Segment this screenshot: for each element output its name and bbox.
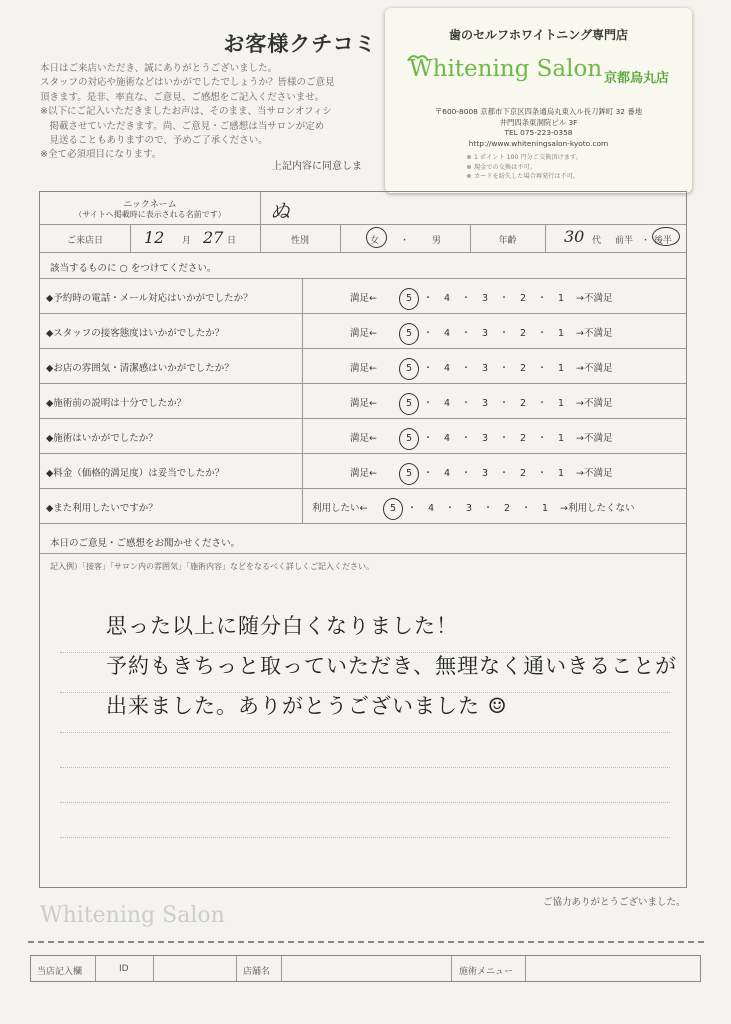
scale-left-label: 満足← [350,328,377,339]
card-subtitle: 歯のセルフホワイトニング専門店 [449,28,628,42]
thanks-text: ご協力ありがとうございました。 [543,897,686,908]
scale-dot: ・ [445,503,455,514]
bullet-icon [467,155,471,159]
rating-option-3[interactable]: 3 [481,468,489,479]
rating-scale [350,465,612,479]
selected-circle [399,323,419,345]
age-value[interactable]: 30 [564,227,585,246]
scale-right-label: →不満足 [576,398,613,409]
rating-option-4[interactable]: 4 [443,328,451,339]
scale-dot: ・ [537,328,547,339]
intro-line: 頂きます。是非、率直な、ご意見、ご感想をご記入くださいませ。 [40,91,324,103]
bullet-icon [467,165,471,169]
scale-dot: ・ [499,328,509,339]
scale-dot: ・ [537,398,547,409]
address-line: 井門四条東洞院ビル 3F [499,117,578,127]
rating-option-5[interactable]: 5 [398,328,420,339]
rating-option-2[interactable]: 2 [503,503,511,514]
address-line: http://www.whiteningsalon-kyoto.com [468,138,609,148]
scale-right-label: →不満足 [576,328,613,339]
scale-dot: ・ [461,398,471,409]
scale-dot: ・ [537,293,547,304]
note-item: カードを紛失した場合再発行は不可。 [467,172,582,182]
age-separator: ・ [641,236,651,246]
scale-dot: ・ [537,468,547,479]
scale-dot: ・ [423,363,433,374]
rating-scale [350,325,612,339]
scale-dot: ・ [537,433,547,444]
question-text: ◆施術はいかがでしたか？ [46,433,158,444]
scale-left-label: 満足← [350,433,377,444]
cut-line [28,941,704,943]
rating-option-5[interactable]: 5 [398,398,420,409]
scale-right-label: →利用したくない [560,503,635,514]
nickname-value[interactable]: ぬ [270,199,290,223]
rating-option-5[interactable]: 5 [398,363,420,374]
scale-dot: ・ [499,293,509,304]
gender-male[interactable]: 男 [432,236,442,246]
scale-dot: ・ [499,398,509,409]
gender-female[interactable]: 女 [370,236,380,246]
intro-line: スタッフの対応や施術などはいかがでしたでしょうか？皆様のご意見 [40,77,335,89]
intro-line: ※全て必須項目になります。 [40,149,162,161]
scale-right-label: →不満足 [576,468,613,479]
age-unit: 代 [592,236,602,246]
rating-option-1[interactable]: 1 [557,468,565,479]
scale-left-label: 利用したい← [312,503,368,514]
scale-dot: ・ [461,433,471,444]
comment-line[interactable]: 出来ました。ありがとうございました ☺ [106,694,508,718]
rating-option-1[interactable]: 1 [541,503,549,514]
intro-text [40,62,400,163]
rating-scale [350,360,612,374]
scale-dot: ・ [499,433,509,444]
nickname-label: ニックネーム [123,200,177,210]
rating-option-2[interactable]: 2 [519,468,527,479]
rating-option-3[interactable]: 3 [481,398,489,409]
rating-option-3[interactable]: 3 [481,433,489,444]
page-title: お客様クチコミ [223,32,377,56]
rating-option-4[interactable]: 4 [443,363,451,374]
review-form [39,191,687,888]
staff-id-label: ID [119,964,129,974]
age-early[interactable]: 前半 [615,236,634,246]
scale-dot: ・ [423,468,433,479]
address-line: TEL 075-223-0358 [504,128,573,138]
rating-option-5[interactable]: 5 [398,433,420,444]
bullet-icon [467,174,471,178]
intro-line: 本日はご来店いただき、誠にありがとうございました。 [40,63,278,74]
rating-option-1[interactable]: 1 [557,328,565,339]
selected-circle [399,358,419,380]
staff-use-box [30,955,701,982]
scale-dot: ・ [499,363,509,374]
rating-option-1[interactable]: 1 [557,293,565,304]
gender-label: 性別 [290,236,309,246]
card-logo: Whitening Salon [409,56,603,82]
rating-option-3[interactable]: 3 [481,293,489,304]
rating-option-1[interactable]: 1 [557,433,565,444]
rating-option-5[interactable]: 5 [382,503,404,514]
card-address [385,107,692,149]
rating-option-2[interactable]: 2 [519,328,527,339]
comment-header: 本日のご意見・ご感想をお聞かせください。 [50,538,241,549]
scale-dot: ・ [483,503,493,514]
selected-circle [399,288,419,310]
comment-line[interactable]: 予約もきちっと取っていただき、無理なく通いきることが [106,654,678,678]
staff-menu-label: 施術メニュー [459,967,514,977]
address-line: 〒600-8008 京都市下京区四条通烏丸東入ル長刀鉾町 32 番地 [434,107,643,116]
rating-option-3[interactable]: 3 [465,503,473,514]
scale-dot: ・ [461,293,471,304]
rating-option-2[interactable]: 2 [519,433,527,444]
card-branch: 京都烏丸店 [604,71,670,86]
question-text: ◆予約時の電話・メール対応はいかがでしたか？ [46,293,253,304]
rating-option-4[interactable]: 4 [443,468,451,479]
rating-option-2[interactable]: 2 [519,398,527,409]
business-card [385,8,692,193]
scale-dot: ・ [521,503,531,514]
staff-store-label: 店舗名 [243,967,271,977]
rating-option-4[interactable]: 4 [443,398,451,409]
intro-line: 見送ることもありますので、予めご了承ください。 [40,135,268,147]
rating-option-1[interactable]: 1 [557,363,565,374]
rating-option-4[interactable]: 4 [427,503,435,514]
comment-line[interactable]: 思った以上に随分白くなりました！ [106,614,458,638]
selected-circle [399,428,419,450]
scale-left-label: 満足← [350,398,377,409]
instruction-text: 該当するものに ○ をつけてください。 [50,263,217,274]
scale-dot: ・ [407,503,417,514]
rating-option-4[interactable]: 4 [443,293,451,304]
note-item: 1 ポイント 100 円分ご交換頂けます。 [467,153,582,163]
rating-option-5[interactable]: 5 [398,293,420,304]
month-unit: 月 [182,236,192,246]
visit-day[interactable]: 27 [203,228,224,247]
question-text: ◆また利用したいですか？ [46,503,158,514]
scale-dot: ・ [461,328,471,339]
rating-scale [350,395,612,409]
scale-dot: ・ [423,398,433,409]
intro-line: 掲載させていただきます。尚、ご意見・ご感想は当サロンが定め [40,120,325,132]
rating-option-3[interactable]: 3 [481,363,489,374]
question-text: ◆料金（価格的満足度）は妥当でしたか？ [46,468,225,479]
age-late[interactable]: 後半 [654,236,673,246]
rating-scale [350,290,612,304]
rating-option-4[interactable]: 4 [443,433,451,444]
agree-text: 上記内容に同意しま [272,161,362,172]
scale-dot: ・ [461,468,471,479]
intro-line: ※以下にご記入いただきましたお声は、そのまま、当サロンオフィシ [40,106,332,118]
question-text: ◆スタッフの接客態度はいかがでしたか？ [46,328,225,339]
rating-option-3[interactable]: 3 [481,328,489,339]
scale-dot: ・ [461,363,471,374]
scale-right-label: →不満足 [576,363,613,374]
scale-left-label: 満足← [350,363,377,374]
scale-dot: ・ [499,468,509,479]
question-text: ◆お店の雰囲気・清潔感はいかがでしたか？ [46,363,234,374]
question-text: ◆施術前の説明は十分でしたか？ [46,398,187,409]
scale-dot: ・ [423,328,433,339]
scale-right-label: →不満足 [576,433,613,444]
selected-circle [399,393,419,415]
rating-option-2[interactable]: 2 [519,293,527,304]
scale-dot: ・ [423,433,433,444]
gender-separator: ・ [400,236,410,246]
day-unit: 日 [227,236,237,246]
visit-date-label: ご来店日 [66,236,103,246]
selected-circle [399,463,419,485]
scale-right-label: →不満足 [576,293,613,304]
rating-option-1[interactable]: 1 [557,398,565,409]
staff-field-label: 当店記入欄 [37,967,83,977]
age-label: 年齢 [498,236,517,246]
selected-circle [383,498,403,520]
comment-hint: 記入例）「接客」「サロン内の雰囲気」「施術内容」などをなるべく詳しくご記入ください。 [50,562,374,571]
card-notes [467,153,582,182]
nickname-sublabel: （サイトへ掲載時に表示される名前です） [74,210,226,219]
watermark-logo: Whitening Salon [40,903,225,928]
scale-dot: ・ [537,363,547,374]
scale-left-label: 満足← [350,293,377,304]
rating-scale [350,430,612,444]
visit-month[interactable]: 12 [144,228,165,247]
rating-option-2[interactable]: 2 [519,363,527,374]
note-item: 現金での交換は不可。 [467,163,582,173]
rating-scale [312,500,634,514]
scale-left-label: 満足← [350,468,377,479]
scale-dot: ・ [423,293,433,304]
rating-option-5[interactable]: 5 [398,468,420,479]
